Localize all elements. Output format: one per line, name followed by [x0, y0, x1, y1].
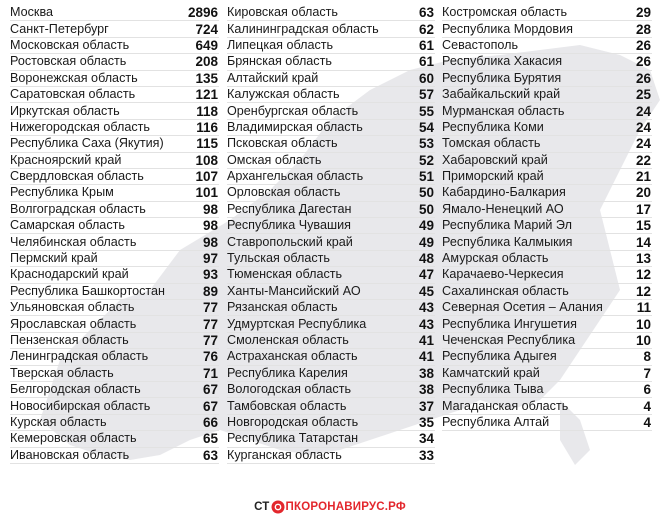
case-count: 60: [418, 70, 434, 86]
case-count: 108: [195, 152, 218, 168]
region-name: Санкт-Петербург: [10, 21, 109, 36]
region-name: Пензенская область: [10, 333, 129, 347]
table-row: [227, 169, 435, 185]
region-name: Республика Чувашия: [227, 218, 351, 233]
table-row: [442, 153, 652, 169]
table-row: [10, 202, 219, 218]
table-row: [442, 5, 652, 21]
case-count: 77: [202, 333, 218, 348]
region-name: Республика Бурятия: [442, 70, 562, 85]
region-name: Республика Ингушетия: [442, 316, 577, 331]
case-count: 13: [635, 251, 651, 267]
case-count: 26: [635, 54, 651, 70]
table-row: [10, 415, 219, 431]
region-name: Республика Саха (Якутия): [10, 136, 164, 151]
table-row: [10, 87, 219, 103]
region-name: Новосибирская область: [10, 398, 151, 413]
region-name: Калининградская область: [227, 21, 379, 36]
case-count: 65: [202, 431, 218, 447]
region-name: Новгородская область: [227, 414, 359, 429]
table-row: [10, 448, 219, 464]
region-name: Псковская область: [227, 136, 338, 151]
case-count: 43: [418, 316, 434, 332]
region-name: Архангельская область: [227, 169, 364, 184]
case-count: 28: [635, 21, 651, 37]
table-row: [10, 284, 219, 300]
case-count: 17: [635, 201, 651, 217]
case-count: 47: [418, 267, 434, 283]
table-row: [442, 202, 652, 218]
region-name: Чеченская Республика: [442, 333, 576, 347]
column-1: [10, 5, 219, 464]
table-row: [10, 71, 219, 87]
region-name: Томская область: [442, 136, 541, 151]
table-row: [227, 218, 435, 234]
region-name: Тюменская область: [227, 267, 343, 282]
column-3: [442, 5, 652, 431]
table-row: [227, 349, 435, 365]
region-name: Кировская область: [227, 5, 338, 20]
case-count: 25: [635, 87, 651, 103]
region-name: Забайкальский край: [442, 87, 561, 102]
table-row: [227, 284, 435, 300]
region-name: Волгоградская область: [10, 201, 146, 216]
table-row: [442, 251, 652, 267]
case-count: 93: [202, 267, 218, 283]
region-name: Иркутская область: [10, 103, 120, 118]
case-count: 33: [418, 447, 434, 463]
case-count: 4: [643, 414, 651, 430]
case-count: 54: [418, 119, 434, 135]
table-row: [227, 71, 435, 87]
region-name: Воронежская область: [10, 70, 138, 85]
region-name: Севастополь: [442, 37, 519, 52]
region-name: Сахалинская область: [442, 283, 569, 298]
table-row: [442, 415, 652, 431]
case-count: 52: [418, 152, 434, 168]
case-count: 41: [418, 333, 434, 348]
region-name: Республика Калмыкия: [442, 234, 573, 249]
table-row: [442, 382, 652, 398]
table-row: [227, 120, 435, 136]
case-count: 77: [202, 300, 218, 316]
region-name: Республика Татарстан: [227, 431, 359, 446]
table-row: [442, 333, 652, 349]
region-name: Орловская область: [227, 185, 341, 200]
region-name: Оренбургская область: [227, 103, 359, 118]
table-row: [442, 169, 652, 185]
region-name: Ленинградская область: [10, 349, 149, 364]
table-row: [227, 316, 435, 332]
table-row: [227, 202, 435, 218]
case-count: 43: [418, 300, 434, 316]
case-count: 118: [196, 103, 218, 119]
case-count: 67: [202, 398, 218, 414]
case-count: 89: [202, 283, 218, 299]
case-count: 49: [418, 218, 434, 234]
table-row: [10, 234, 219, 250]
case-count: 38: [418, 365, 434, 381]
case-count: 50: [418, 201, 434, 217]
table-row: [227, 448, 435, 464]
region-name: Камчатский край: [442, 365, 540, 380]
table-row: [10, 185, 219, 201]
table-row: [442, 71, 652, 87]
table-row: [227, 300, 435, 316]
table-row: [442, 234, 652, 250]
table-row: [442, 120, 652, 136]
region-name: Ярославская область: [10, 316, 137, 331]
region-name: Амурская область: [442, 251, 549, 266]
case-count: 115: [196, 136, 218, 152]
case-count: 29: [635, 5, 651, 21]
table-row: [442, 103, 652, 119]
table-row: [10, 103, 219, 119]
case-count: 208: [195, 54, 218, 70]
case-count: 2896: [187, 5, 218, 21]
table-row: [10, 398, 219, 414]
case-count: 45: [418, 283, 434, 299]
case-count: 98: [202, 218, 218, 234]
region-name: Мурманская область: [442, 103, 565, 118]
region-name: Тамбовская область: [227, 398, 347, 413]
table-row: [10, 267, 219, 283]
region-name: Смоленская область: [227, 333, 349, 347]
case-count: 10: [635, 333, 651, 348]
table-row: [227, 5, 435, 21]
region-name: Ставропольский край: [227, 234, 353, 249]
case-count: 7: [643, 365, 651, 381]
table-row: [442, 136, 652, 152]
table-row: [227, 234, 435, 250]
table-row: [442, 300, 652, 316]
region-name: Алтайский край: [227, 70, 319, 85]
table-row: [227, 382, 435, 398]
case-count: 67: [202, 382, 218, 398]
region-name: Калужская область: [227, 87, 340, 102]
region-name: Челябинская область: [10, 234, 137, 249]
table-row: [10, 300, 219, 316]
region-name: Рязанская область: [227, 300, 338, 315]
case-count: 24: [635, 136, 651, 152]
table-row: [227, 54, 435, 70]
table-row: [227, 333, 435, 349]
region-name: Москва: [10, 5, 53, 20]
region-name: Красноярский край: [10, 152, 122, 167]
case-count: 62: [418, 21, 434, 37]
table-row: [10, 382, 219, 398]
region-name: Нижегородская область: [10, 119, 150, 134]
table-row: [442, 366, 652, 382]
case-count: 37: [418, 398, 434, 414]
case-count: 12: [635, 283, 651, 299]
case-count: 15: [635, 218, 651, 234]
table-row: [10, 21, 219, 37]
case-count: 12: [635, 267, 651, 283]
region-name: Краснодарский край: [10, 267, 129, 282]
region-name: Астраханская область: [227, 349, 358, 364]
region-name: Кемеровская область: [10, 431, 137, 446]
region-name: Республика Алтай: [442, 414, 550, 429]
table-row: [442, 38, 652, 54]
case-count: 107: [195, 169, 218, 185]
case-count: 11: [636, 300, 651, 316]
table-row: [442, 54, 652, 70]
table-row: [10, 54, 219, 70]
logo-text-part1: СТ: [254, 501, 270, 513]
region-name: Белгородская область: [10, 382, 141, 397]
region-name: Ульяновская область: [10, 300, 135, 315]
region-name: Республика Башкортостан: [10, 283, 165, 298]
case-count: 63: [202, 447, 218, 463]
region-name: Удмуртская Республика: [227, 316, 367, 331]
table-row: [442, 284, 652, 300]
case-count: 50: [418, 185, 434, 201]
region-name: Костромская область: [442, 5, 568, 20]
case-count: 48: [418, 251, 434, 267]
logo-text-part2: ПКОРОНАВИРУС.РФ: [285, 501, 406, 513]
case-count: 41: [418, 349, 434, 365]
region-name: Республика Хакасия: [442, 54, 563, 69]
region-name: Приморский край: [442, 169, 544, 184]
region-name: Ивановская область: [10, 447, 130, 462]
case-count: 14: [635, 234, 651, 250]
case-count: 6: [643, 382, 651, 398]
region-name: Кабардино-Балкария: [442, 185, 566, 200]
table-row: [227, 251, 435, 267]
table-row: [227, 185, 435, 201]
region-name: Республика Тыва: [442, 382, 544, 397]
table-row: [442, 218, 652, 234]
table-row: [10, 5, 219, 21]
table-row: [227, 415, 435, 431]
footer: [0, 497, 660, 517]
table-row: [442, 349, 652, 365]
region-name: Вологодская область: [227, 382, 352, 397]
region-name: Тульская область: [227, 251, 330, 266]
table-row: [227, 153, 435, 169]
table-row: [227, 21, 435, 37]
case-count: 76: [202, 349, 218, 365]
region-name: Северная Осетия – Алания: [442, 300, 603, 315]
table-row: [227, 38, 435, 54]
region-name: Тверская область: [10, 365, 114, 380]
table-row: [10, 153, 219, 169]
region-name: Республика Марий Эл: [442, 218, 572, 233]
case-count: 71: [202, 365, 218, 381]
region-name: Омская область: [227, 152, 322, 167]
case-count: 116: [196, 119, 218, 135]
table-row: [10, 333, 219, 349]
case-count: 51: [418, 169, 434, 185]
stopcoronavirus-logo[interactable]: [254, 500, 406, 514]
case-count: 98: [202, 201, 218, 217]
table-row: [227, 136, 435, 152]
region-name: Республика Крым: [10, 185, 114, 200]
case-count: 135: [195, 70, 218, 86]
region-name: Республика Мордовия: [442, 21, 573, 36]
table-row: [10, 349, 219, 365]
table-row: [227, 431, 435, 447]
case-count: 57: [418, 87, 434, 103]
case-count: 4: [643, 398, 651, 414]
table-row: [10, 38, 219, 54]
region-name: Республика Карелия: [227, 365, 348, 380]
case-count: 22: [635, 152, 651, 168]
case-count: 10: [635, 316, 651, 332]
table-row: [10, 120, 219, 136]
case-count: 53: [418, 136, 434, 152]
region-name: Липецкая область: [227, 37, 334, 52]
region-name: Ростовская область: [10, 54, 127, 69]
case-count: 49: [418, 234, 434, 250]
table-row: [10, 169, 219, 185]
column-2: [227, 5, 435, 464]
case-count: 77: [202, 316, 218, 332]
case-count: 98: [202, 234, 218, 250]
region-name: Карачаево-Черкесия: [442, 267, 564, 282]
region-name: Пермский край: [10, 251, 98, 266]
case-count: 21: [635, 169, 651, 185]
table-row: [10, 366, 219, 382]
table-row: [442, 267, 652, 283]
case-count: 61: [418, 37, 434, 53]
region-name: Республика Коми: [442, 119, 544, 134]
case-count: 121: [195, 87, 218, 103]
table-row: [442, 21, 652, 37]
case-count: 26: [635, 37, 651, 53]
case-count: 38: [418, 382, 434, 398]
case-count: 61: [418, 54, 434, 70]
table-row: [442, 316, 652, 332]
case-count: 55: [418, 103, 434, 119]
table-row: [10, 136, 219, 152]
case-count: 34: [418, 431, 434, 447]
region-name: Республика Адыгея: [442, 349, 557, 364]
region-name: Курганская область: [227, 447, 342, 462]
case-count: 8: [643, 349, 651, 365]
table-row: [10, 251, 219, 267]
region-name: Ямало-Ненецкий АО: [442, 201, 564, 216]
region-name: Московская область: [10, 37, 130, 52]
table-row: [10, 431, 219, 447]
region-name: Брянская область: [227, 54, 332, 69]
case-count: 24: [635, 119, 651, 135]
case-count: 20: [635, 185, 651, 201]
table-row: [227, 398, 435, 414]
case-count: 63: [418, 5, 434, 21]
case-count: 101: [195, 185, 218, 201]
case-count: 24: [635, 103, 651, 119]
case-count: 35: [418, 414, 434, 430]
table-row: [442, 87, 652, 103]
region-name: Самарская область: [10, 218, 125, 233]
table-row: [227, 103, 435, 119]
region-name: Владимирская область: [227, 119, 363, 134]
case-count: 26: [635, 70, 651, 86]
table-row: [227, 267, 435, 283]
table-row: [227, 87, 435, 103]
region-name: Республика Дагестан: [227, 201, 352, 216]
table-row: [442, 185, 652, 201]
virus-icon: [271, 500, 285, 514]
table-row: [10, 316, 219, 332]
case-count: 66: [202, 414, 218, 430]
region-name: Курская область: [10, 414, 107, 429]
region-name: Свердловская область: [10, 169, 144, 184]
region-name: Хабаровский край: [442, 152, 548, 167]
table-row: [10, 218, 219, 234]
table-row: [442, 398, 652, 414]
case-count: 97: [202, 251, 218, 267]
case-count: 724: [195, 21, 218, 37]
region-name: Ханты-Мансийский АО: [227, 283, 361, 298]
region-name: Саратовская область: [10, 87, 136, 102]
region-name: Магаданская область: [442, 398, 569, 413]
table-row: [227, 366, 435, 382]
case-count: 649: [195, 37, 218, 53]
